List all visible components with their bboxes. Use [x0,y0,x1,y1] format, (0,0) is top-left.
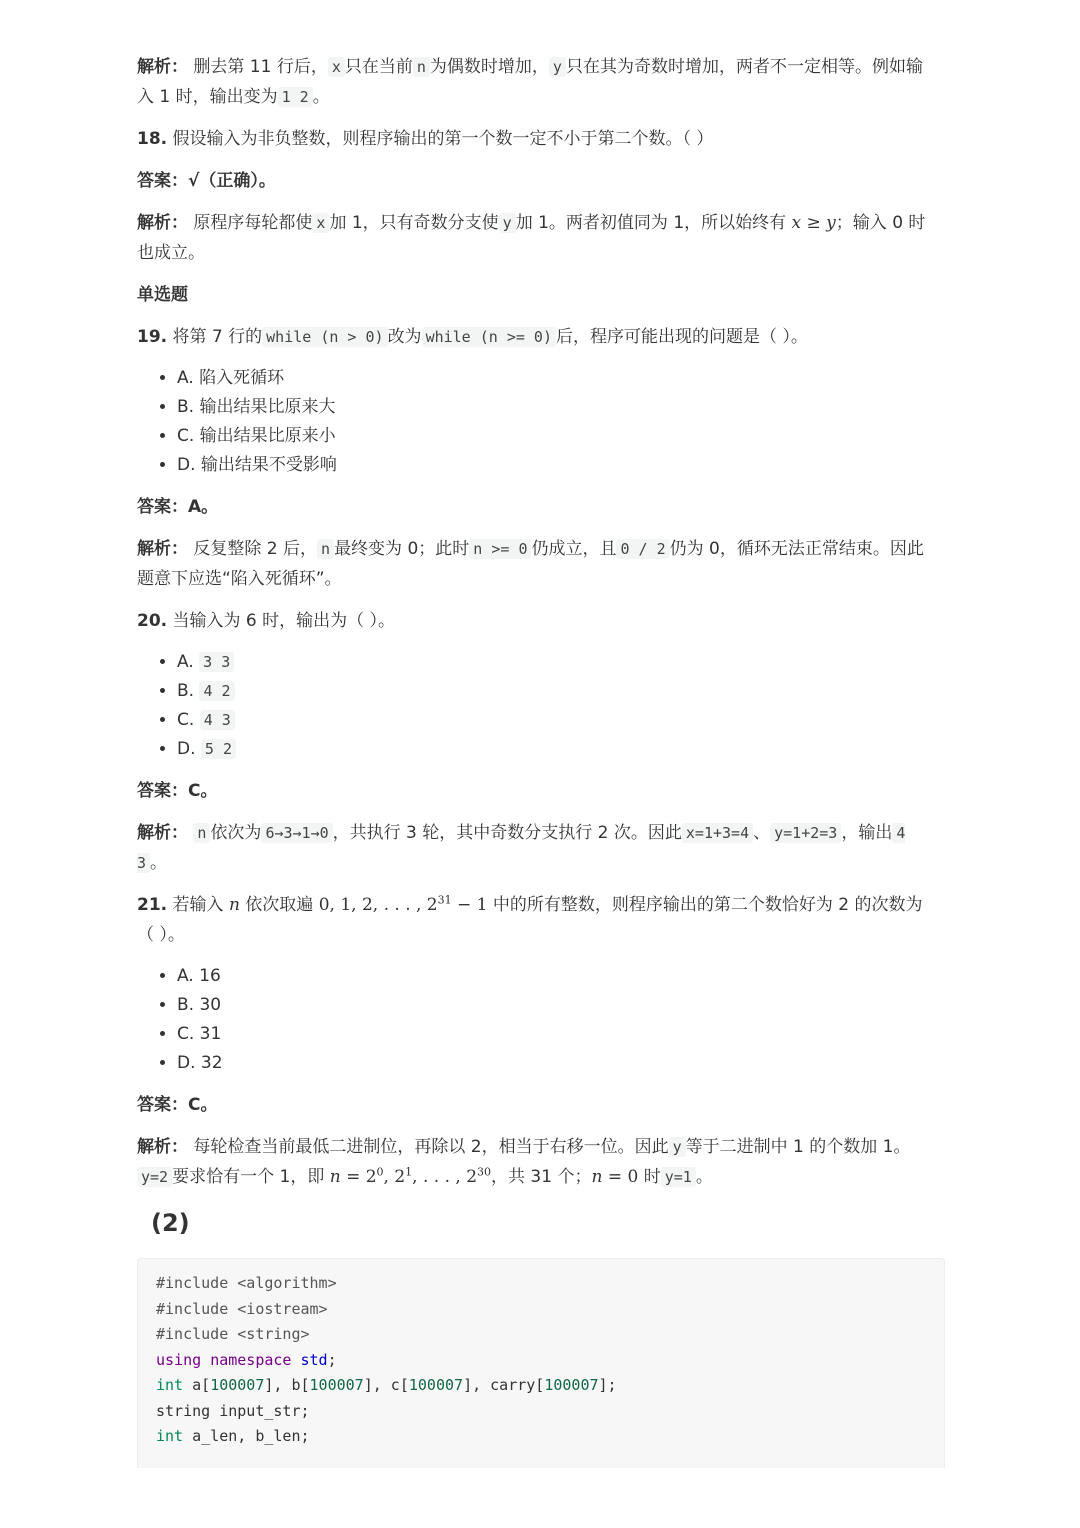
code-token: ], carry[ [463,1376,545,1394]
math-superscript: 30 [477,1165,492,1179]
inline-code: y [549,57,566,77]
option-item [177,451,937,480]
question-number: 18. [137,129,168,149]
code-token [201,1351,210,1369]
option-item [177,962,937,991]
text-segment: 依次取遍 [239,895,319,915]
answer-value: C。 [188,781,218,801]
inline-code: 4 3 [137,824,906,872]
code-line [156,1322,926,1348]
question-number: 19. [137,327,168,347]
inline-code: n [413,57,430,77]
analysis-paragraph [137,818,937,878]
inline-code: 5 2 [201,739,236,759]
text-segment: 、 [753,823,771,843]
option-item [177,991,937,1020]
code-token: std [300,1350,328,1369]
code-line [156,1348,926,1374]
answer-label: 答案： [137,1095,188,1115]
text-segment: C. 31 [177,1024,222,1044]
text-segment: A. 陷入死循环 [177,368,285,388]
text-segment: 原程序每轮都使 [193,213,313,233]
section-title: 单选题 [137,285,188,305]
text-segment: 后，程序可能出现的问题是（ ）。 [556,327,808,347]
answer-line [137,492,937,522]
text-segment: C. [177,710,200,730]
text-segment: 为偶数时增加， [429,57,549,77]
text-segment: B. [177,681,200,701]
math-expression: n [591,1167,603,1187]
code-token: 100007 [210,1376,265,1394]
analysis-paragraph [137,534,937,594]
text-segment: 改为 [387,327,422,347]
inline-code: n [317,539,334,559]
text-segment: 最终变为 0；此时 [334,539,470,559]
question-stem [137,322,937,352]
math-expression: n [228,895,240,915]
text-segment: 若输入 [172,895,229,915]
text-segment: 只在当前 [344,57,413,77]
answer-value: √（正确）。 [188,171,276,191]
text-segment: 假设输入为非负整数，则程序输出的第一个数一定不小于第二个数。（ ） [172,129,714,149]
text-segment: 删去第 11 行后， [193,57,328,77]
answer-line [137,166,937,196]
text-segment: 要求恰有一个 1，即 [172,1167,330,1187]
code-line [156,1424,926,1450]
text-segment: D. 输出结果不受影响 [177,455,337,475]
option-item [177,1020,937,1049]
math-superscript: 31 [437,893,452,907]
text-segment: ，共执行 3 轮，其中奇数分支执行 2 次。因此 [332,823,682,843]
code-token: 100007 [544,1376,599,1394]
answer-label: 答案： [137,781,188,801]
option-item [177,1049,937,1078]
option-item [177,422,937,451]
math-superscript: 1 [405,1165,413,1179]
text-segment: 。 [150,853,168,873]
inline-code: while (n > 0) [262,327,387,347]
inline-code: y [499,213,516,233]
math-expression: x ≥ y [791,213,836,233]
code-token: namespace [210,1350,292,1369]
option-item [177,648,937,677]
inline-code: 4 3 [200,710,235,730]
text-segment: 中的所有整数，则程序输出的第二个数恰好为 2 的次数为（ ）。 [137,895,923,945]
analysis-label: 解析： [137,213,188,233]
analysis-paragraph [137,52,937,112]
subsection-heading: (2) [151,1209,190,1237]
answer-value: C。 [188,1095,218,1115]
option-item [177,364,937,393]
text-segment: B. 输出结果比原来大 [177,397,336,417]
text-segment: ；输入 0 时也成立。 [137,213,926,263]
code-line [156,1297,926,1323]
text-segment: 加 1，只有奇数分支使 [329,213,499,233]
code-token: ; [327,1350,337,1369]
inline-code: 4 2 [199,681,234,701]
math-superscript: 0 [376,1165,384,1179]
inline-code: y=2 [137,1167,172,1187]
text-segment: D. [177,739,201,759]
option-list [137,364,937,480]
code-token: int [156,1427,184,1445]
option-item [177,706,937,735]
analysis-label: 解析： [137,57,188,77]
analysis-paragraph [137,208,937,268]
inline-code: 1 2 [278,87,313,107]
code-token: string input_str; [156,1401,310,1420]
answer-line [137,776,937,806]
answer-label: 答案： [137,497,188,517]
question-stem [137,606,937,636]
code-block [137,1258,945,1468]
code-token: a[ [183,1376,211,1394]
inline-code: y=1 [661,1167,696,1187]
answer-value: A。 [188,497,219,517]
math-expression: n [329,1167,341,1187]
code-token: ], c[ [363,1376,409,1394]
inline-code: n >= 0 [469,539,531,559]
inline-code: 6→3→1→0 [261,823,332,843]
question-stem [137,890,937,950]
code-token: #include <string> [156,1325,310,1343]
text-segment: 每轮检查当前最低二进制位，再除以 2，相当于右移一位。因此 [193,1137,669,1157]
text-segment: 依次为 [210,823,262,843]
text-segment: B. 30 [177,995,222,1015]
math-expression: − 1 [451,895,488,915]
text-segment: 等于二进制中 1 的个数加 1。 [685,1137,911,1157]
analysis-label: 解析： [137,539,188,559]
text-segment: D. 32 [177,1053,223,1073]
question-number: 21. [137,895,168,915]
question-stem [137,124,937,154]
code-token: using [156,1350,202,1369]
option-item [177,393,937,422]
code-token [291,1351,300,1369]
inline-code: x=1+3=4 [682,823,753,843]
inline-code: x [328,57,345,77]
text-segment: 当输入为 6 时，输出为（ ）。 [172,611,396,631]
answer-label: 答案： [137,171,188,191]
inline-code: y=1+2=3 [770,823,841,843]
text-segment: 仍为 0，循环无法正常结束。因此题意下应选“陷入死循环”。 [137,539,924,589]
option-list [137,962,937,1078]
analysis-paragraph [137,1132,937,1192]
text-segment: A. 16 [177,966,221,986]
option-list [137,648,937,764]
text-segment: 仍成立，且 [531,539,617,559]
code-line [156,1399,926,1425]
option-item [177,735,937,764]
document-content [137,52,937,1468]
analysis-label: 解析： [137,1137,188,1157]
math-expression: = 2 [340,1167,377,1187]
inline-code: y [669,1137,686,1157]
text-segment: C. 输出结果比原来小 [177,426,336,446]
math-expression: , . . . , 2 [412,1167,478,1187]
analysis-label: 解析： [137,823,188,843]
text-segment: 。 [695,1167,713,1187]
inline-code: 0 / 2 [616,539,669,559]
code-line [156,1373,926,1399]
inline-code: 3 3 [199,652,234,672]
answer-line [137,1090,937,1120]
text-segment: ，共 31 个； [491,1167,592,1187]
text-segment: 只在其为奇数时增加，两者不一定相等。例如输入 1 时，输出变为 [137,57,923,107]
code-token: int [156,1376,184,1394]
inline-code: x [312,213,329,233]
text-segment: 反复整除 2 后， [193,539,318,559]
code-token: ]; [598,1376,617,1394]
math-expression: 0, 1, 2, . . . , 2 [318,895,438,915]
math-expression: , 2 [383,1167,406,1187]
code-token: #include <iostream> [156,1299,328,1318]
question-number: 20. [137,611,168,631]
inline-code: while (n >= 0) [422,327,556,347]
code-token: 100007 [309,1376,364,1394]
math-expression: = 0 [602,1167,639,1187]
text-segment: 将第 7 行的 [172,327,263,347]
code-line [156,1271,926,1297]
text-segment: A. [177,652,200,672]
code-token: a_len, b_len; [183,1427,310,1445]
code-token: ], b[ [264,1376,310,1394]
code-token: 100007 [408,1376,464,1394]
text-segment: ，输出 [841,823,893,843]
inline-code: n [193,823,210,843]
code-token: #include <algorithm> [156,1274,337,1292]
text-segment: 时 [638,1167,661,1187]
option-item [177,677,937,706]
text-segment: 。 [312,87,330,107]
text-segment: 加 1。两者初值同为 1，所以始终有 [515,213,792,233]
